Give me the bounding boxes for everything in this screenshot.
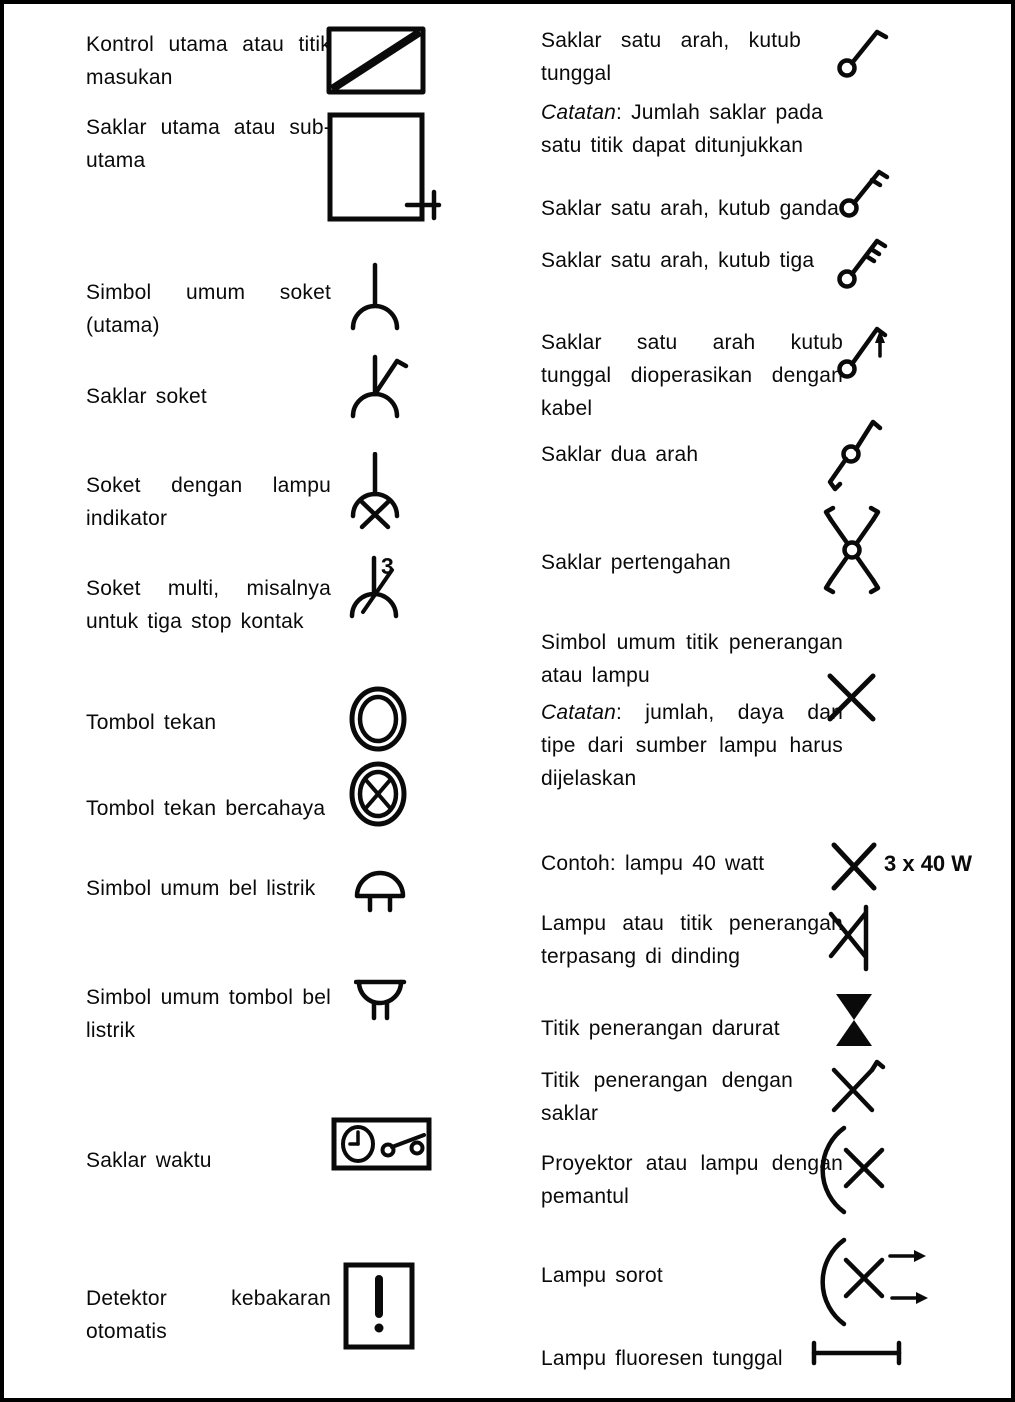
note-catatan-text-2: : jumlah, daya dan tipe dari sumber lampu harus dijelaskan xyxy=(541,701,843,790)
label-soket-indikator: Soket dengan lampu indikator xyxy=(86,474,331,530)
floodlight-symbol xyxy=(810,1236,928,1328)
cord-operated-one-way-single-pole-switch-symbol xyxy=(837,318,893,380)
label-tombol-tekan: Tombol tekan xyxy=(86,711,217,734)
one-way-triple-pole-switch-symbol xyxy=(837,230,891,290)
label-contoh-lampu: Contoh: lampu 40 watt xyxy=(541,852,765,875)
one-way-double-pole-switch-symbol xyxy=(839,162,893,218)
note-catatan-label: Catatan xyxy=(541,101,616,124)
label-saklar-satu-arah-tunggal: Saklar satu arah, kutub tunggal xyxy=(541,29,801,85)
label-detektor-kebakaran: Detektor kebakaran otomatis xyxy=(86,1287,331,1343)
label-saklar-utama: Saklar utama atau sub-utama xyxy=(86,116,331,172)
label-kontrol-utama: Kontrol utama atau titik masukan xyxy=(86,33,331,89)
label-saklar-kutub-tiga: Saklar satu arah, kutub tiga xyxy=(541,249,815,272)
wall-mounted-lighting-point-symbol xyxy=(828,904,874,972)
projector-or-reflector-lamp-symbol xyxy=(808,1124,892,1216)
label-saklar-soket: Saklar soket xyxy=(86,385,207,408)
general-lighting-point-symbol xyxy=(826,670,878,724)
example-lamp-symbol xyxy=(830,839,878,893)
label-saklar-dua-arah: Saklar dua arah xyxy=(541,443,699,466)
emergency-lighting-point-symbol xyxy=(834,992,876,1048)
push-button-symbol xyxy=(348,685,410,753)
general-socket-symbol xyxy=(349,262,403,334)
main-or-sub-main-switch-symbol xyxy=(327,112,445,226)
illuminated-push-button-symbol xyxy=(348,760,410,828)
label-tombol-bercahaya: Tombol tekan bercahaya xyxy=(86,797,326,820)
intermediate-switch-symbol xyxy=(819,504,887,598)
note-catatan-text: : Jumlah saklar pada satu titik dapat ditunjukkan xyxy=(541,101,823,157)
main-control-or-entry-point-symbol xyxy=(326,26,426,96)
lighting-point-with-switch-symbol xyxy=(830,1058,886,1114)
automatic-fire-detector-symbol xyxy=(343,1262,417,1352)
single-fluorescent-lamp-symbol xyxy=(810,1340,904,1366)
label-saklar-waktu: Saklar waktu xyxy=(86,1149,212,1172)
note-saklar-satu-arah xyxy=(541,96,823,162)
multi-socket-count: 3 xyxy=(381,554,394,579)
electric-bell-symbol xyxy=(354,864,408,916)
label-simbol-umum-soket: Simbol umum soket (utama) xyxy=(86,281,331,337)
note-titik-penerangan xyxy=(541,696,843,795)
one-way-single-pole-switch-symbol xyxy=(837,24,891,78)
switched-socket-symbol xyxy=(349,354,413,438)
label-tombol-bel: Simbol umum tombol bel listrik xyxy=(86,986,331,1042)
label-penerangan-saklar: Titik penerangan dengan saklar xyxy=(541,1069,793,1125)
label-lampu-dinding: Lampu atau titik penerangan terpasang di dinding xyxy=(541,912,843,968)
label-penerangan-darurat: Titik penerangan darurat xyxy=(541,1017,780,1040)
label-soket-multi: Soket multi, misalnya untuk tiga stop kontak xyxy=(86,577,331,633)
bell-push-symbol xyxy=(354,979,408,1023)
socket-with-indicator-lamp-symbol xyxy=(349,452,403,534)
label-saklar-pertengahan: Saklar pertengahan xyxy=(541,551,731,574)
label-proyektor: Proyektor atau lampu dengan pemantul xyxy=(541,1152,843,1208)
lamp-wattage-annotation: 3 x 40 W xyxy=(884,851,973,876)
multi-socket-symbol xyxy=(347,554,411,628)
label-bel-listrik: Simbol umum bel listrik xyxy=(86,877,316,900)
label-saklar-kabel: Saklar satu arah kutub tunggal dioperasikan dengan kabel xyxy=(541,331,843,420)
label-saklar-kutub-ganda: Saklar satu arah, kutub ganda xyxy=(541,197,839,220)
two-way-switch-symbol xyxy=(820,408,886,498)
note-catatan-label-2: Catatan xyxy=(541,701,616,724)
label-lampu-sorot: Lampu sorot xyxy=(541,1264,663,1287)
time-switch-symbol xyxy=(331,1117,433,1173)
label-titik-penerangan: Simbol umum titik penerangan atau lampu xyxy=(541,631,843,687)
label-lampu-fluoresen: Lampu fluoresen tunggal xyxy=(541,1347,783,1370)
